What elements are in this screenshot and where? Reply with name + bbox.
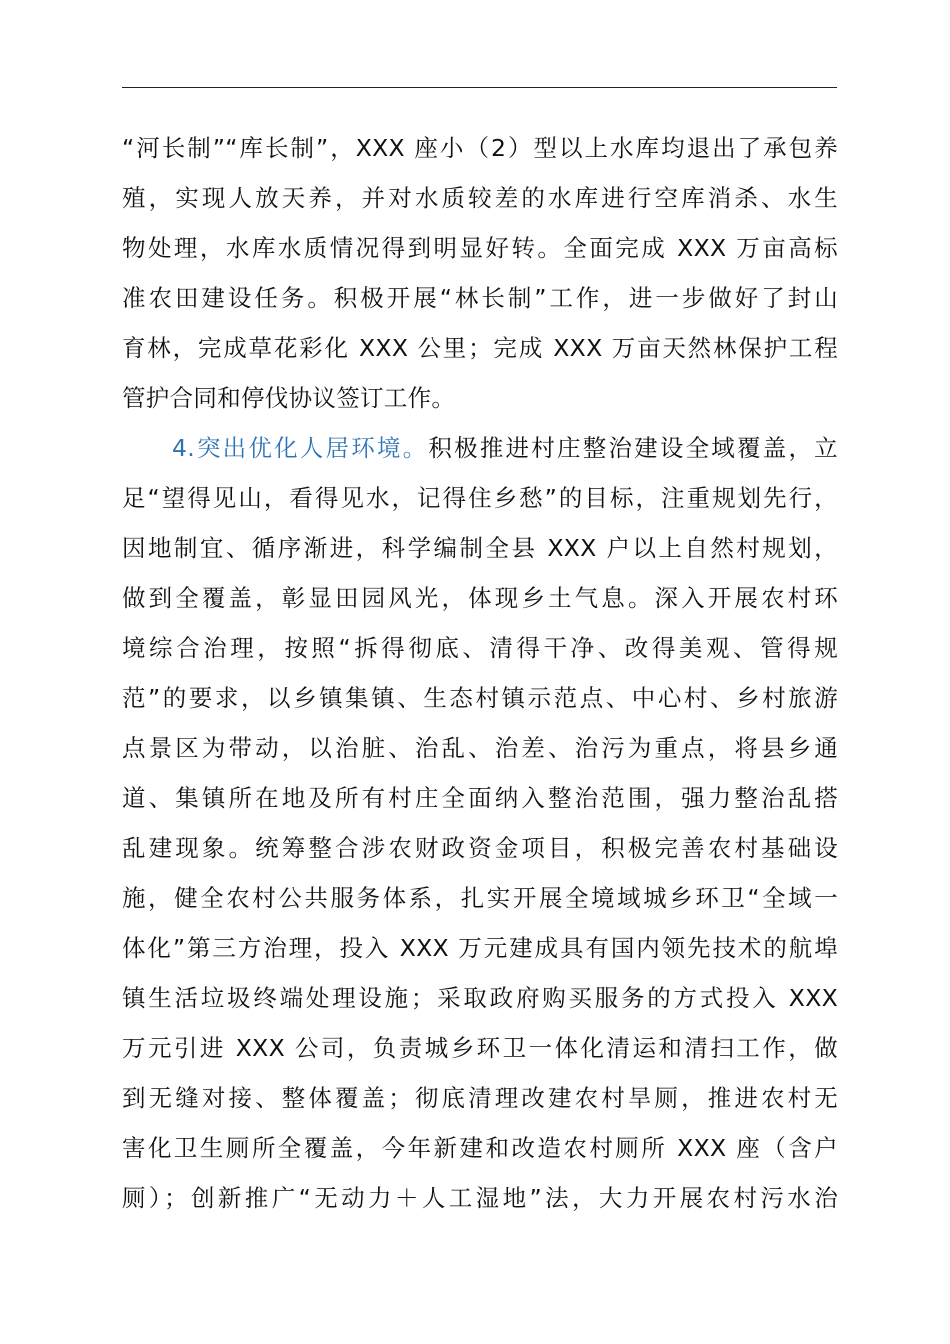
text-line: 育林，完成草花彩化 XXX 公里；完成 XXX 万亩天然林保护工程 <box>122 334 838 362</box>
text-line: 殖，实现人放天养，并对水质较差的水库进行空库消杀、水生 <box>122 184 838 212</box>
text-line: 施，健全农村公共服务体系，扎实开展全境域城乡环卫“全域一 <box>122 884 838 912</box>
section-4-first-line-text: 积极推进村庄整治建设全域覆盖，立 <box>428 434 838 462</box>
text-line: “河长制”“库长制”，XXX 座小（2）型以上水库均退出了承包养 <box>122 134 838 162</box>
text-line: 范”的要求，以乡镇集镇、生态村镇示范点、中心村、乡村旅游 <box>122 684 838 712</box>
text-line: 点景区为带动，以治脏、治乱、治差、治污为重点，将县乡通 <box>122 734 838 762</box>
text-line: 厕）；创新推广“无动力＋人工湿地”法，大力开展农村污水治 <box>122 1184 838 1212</box>
text-line: 管护合同和停伐协议签订工作。 <box>122 384 456 412</box>
text-line: 乱建现象。统筹整合涉农财政资金项目，积极完善农村基础设 <box>122 834 838 862</box>
text-line: 道、集镇所在地及所有村庄全面纳入整治范围，强力整治乱搭 <box>122 784 838 812</box>
text-line: 万元引进 XXX 公司，负责城乡环卫一体化清运和清扫工作，做 <box>122 1034 838 1062</box>
text-line: 害化卫生厕所全覆盖，今年新建和改造农村厕所 XXX 座（含户 <box>122 1134 838 1162</box>
text-line: 准农田建设任务。积极开展“林长制”工作，进一步做好了封山 <box>122 284 838 312</box>
header-divider <box>122 87 837 88</box>
text-line: 因地制宜、循序渐进，科学编制全县 XXX 户以上自然村规划， <box>122 534 838 562</box>
text-line: 体化”第三方治理，投入 XXX 万元建成具有国内领先技术的航埠 <box>122 934 838 962</box>
section-4-first-line <box>122 428 838 478</box>
text-line: 境综合治理，按照“拆得彻底、清得干净、改得美观、管得规 <box>122 634 838 662</box>
text-line: 镇生活垃圾终端处理设施；采取政府购买服务的方式投入 XXX <box>122 984 838 1012</box>
text-line: 到无缝对接、整体覆盖；彻底清理改建农村旱厕，推进农村无 <box>122 1084 838 1112</box>
text-line: 物处理，水库水质情况得到明显好转。全面完成 XXX 万亩高标 <box>122 234 838 262</box>
body-text <box>122 128 838 1228</box>
text-line: 做到全覆盖，彰显田园风光，体现乡土气息。深入开展农村环 <box>122 584 838 612</box>
text-line: 足“望得见山，看得见水，记得住乡愁”的目标，注重规划先行， <box>122 484 838 512</box>
section-4-heading: 4.突出优化人居环境。 <box>172 434 429 462</box>
